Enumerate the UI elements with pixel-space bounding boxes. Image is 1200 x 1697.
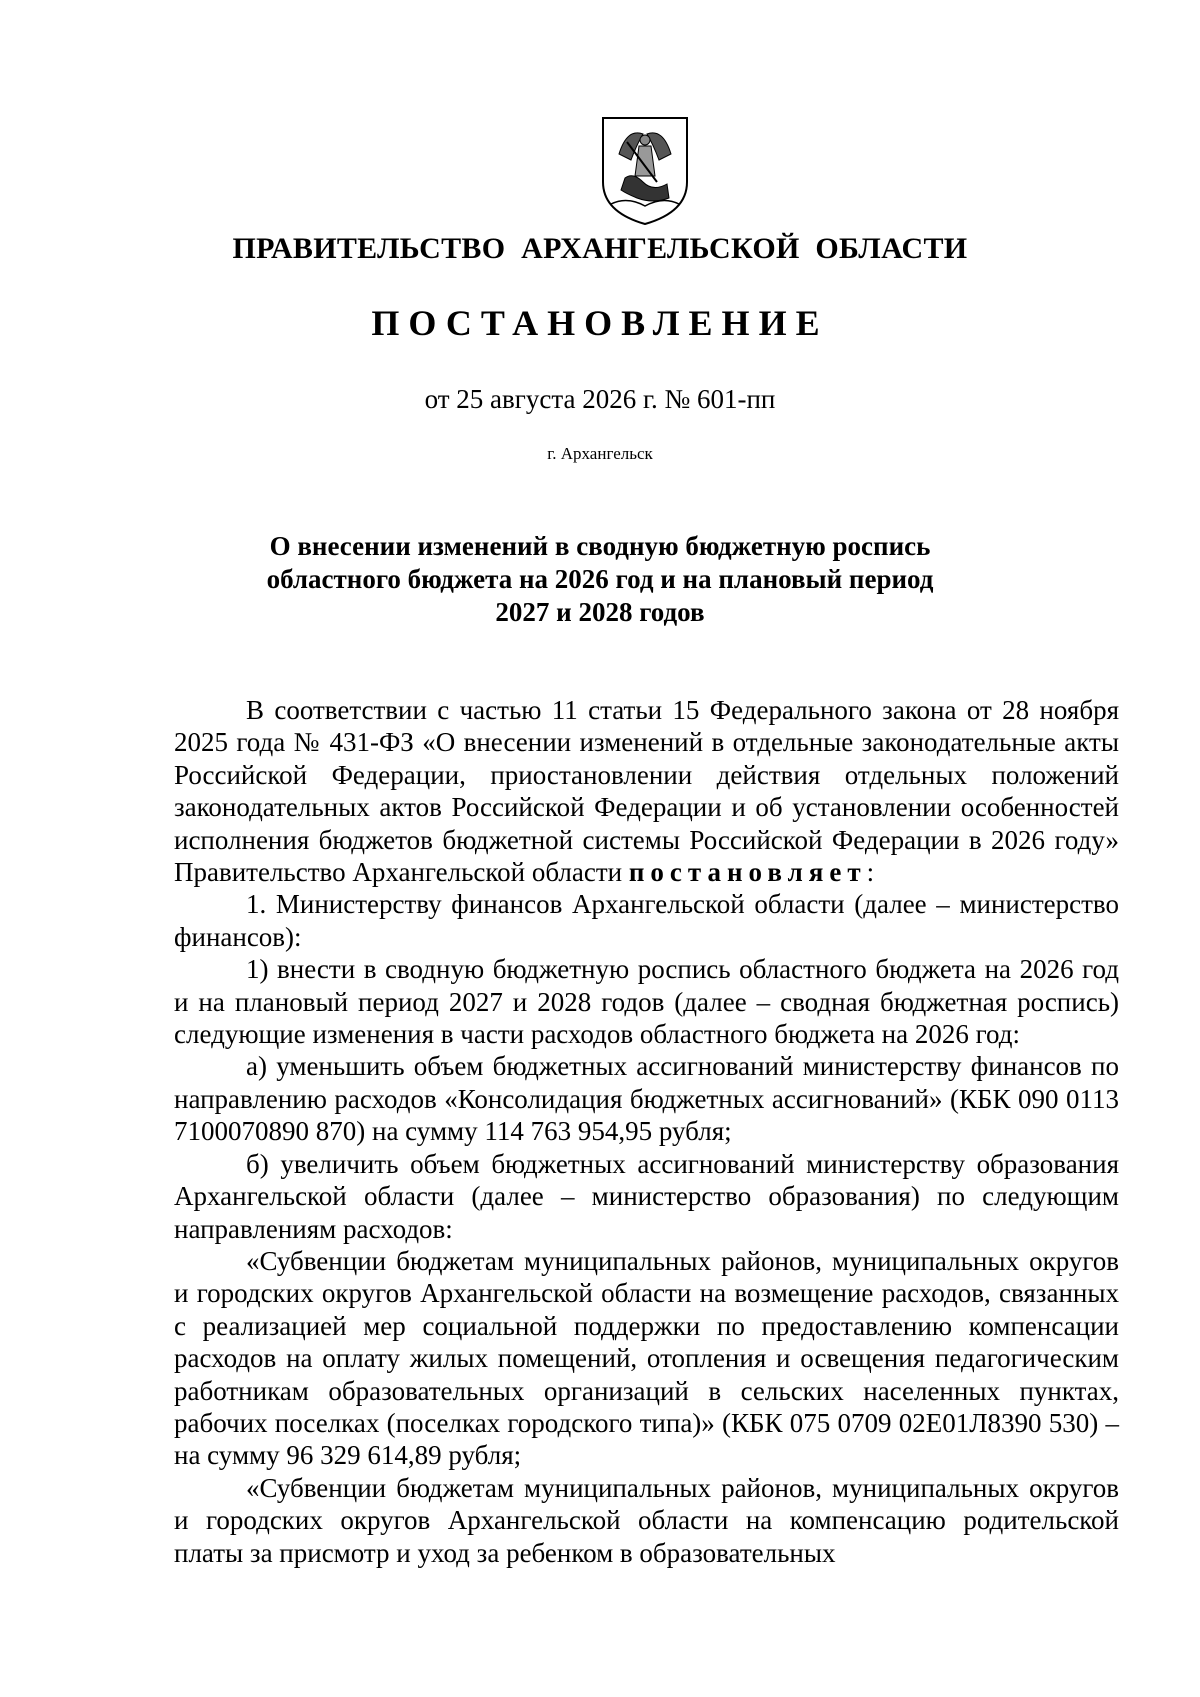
paragraph-item-1: 1. Министерству финансов Архангельской области (далее – министерство финансов): xyxy=(174,889,1119,952)
paragraph-subitem-b: б) увеличить объем бюджетных ассигнований министерству образования Архангельской области (далее – министерство образования) по следующим направлениям расходов: xyxy=(174,1148,1119,1244)
paragraph-subvention-2: «Субвенции бюджетам муниципальных районов, муниципальных округов и городских округов Архангельской области на компенсацию родительской платы за присмотр и уход за ребенком в образовательных xyxy=(174,1472,1119,1568)
city-line: г. Архангельск xyxy=(547,444,653,463)
paragraph-preamble xyxy=(174,694,1119,888)
paragraph-subitem-a: а) уменьшить объем бюджетных ассигнований министерству финансов по направлению расходов «Консолидация бюджетных ассигнований» (КБК 090 0113 7100070890 870) на сумму 114 763 954,95 рубля; xyxy=(174,1051,1119,1147)
date-number-line: от 25 августа 2026 г. № 601-пп xyxy=(424,384,776,414)
resolves-keyword: постановляет xyxy=(628,857,867,888)
document-title xyxy=(240,530,960,629)
document-type-heading: ПОСТАНОВЛЕНИЕ xyxy=(371,303,829,343)
paragraph-subitem-1: 1) внести в сводную бюджетную роспись областного бюджета на 2026 год и на плановый период 2027 и 2028 годов (далее – сводная бюджетная роспись) следующие изменения в части расходов областного бюджета на 2026 год: xyxy=(174,954,1119,1050)
title-line-2: областного бюджета на 2026 год и на плановый период xyxy=(266,564,934,594)
preamble-text: В соответствии с частью 11 статьи 15 Федерального закона от 28 ноября 2025 года № 431-ФЗ «О внесении изменений в отдельные законодательные акты Российской Федерации, приостановлении действия отдельных положений законодательных актов Российской Федерации и об установлении особенностей исполнения бюджетов бюджетной системы Российской Федерации в 2026 году» Правительство Архангельской области xyxy=(174,695,1119,888)
title-line-3: 2027 и 2028 годов xyxy=(495,597,705,627)
organization-name: ПРАВИТЕЛЬСТВО АРХАНГЕЛЬСКОЙ ОБЛАСТИ xyxy=(232,232,968,265)
title-line-1: О внесении изменений в сводную бюджетную роспись xyxy=(269,531,931,561)
preamble-end: : xyxy=(866,857,875,888)
coat-of-arms-icon xyxy=(597,112,693,228)
document-body xyxy=(174,694,1119,1569)
paragraph-subvention-1: «Субвенции бюджетам муниципальных районов, муниципальных округов и городских округов Архангельской области на возмещение расходов, связанных с реализацией мер социальной поддержки по предоставлению компенсации расходов на оплату жилых помещений, отопления и освещения педагогическим работникам образовательных организаций в сельских населенных пунктах, рабочих поселках (поселках городского типа)» (КБК 075 0709 02Е01Л8390 530) – на сумму 96 329 614,89 рубля; xyxy=(174,1245,1119,1471)
